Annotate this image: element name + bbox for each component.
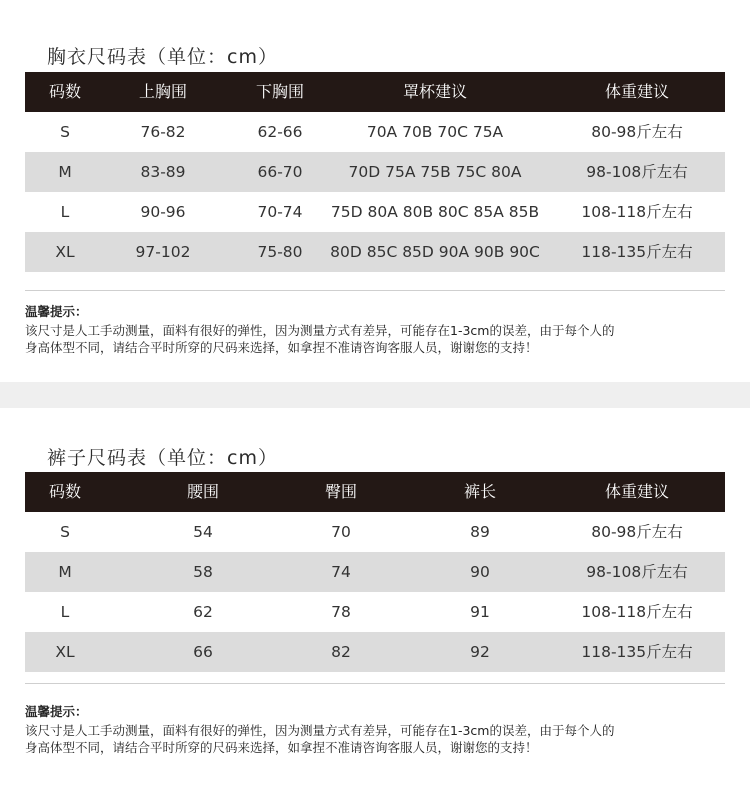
size-cell: S [60,523,70,541]
upper-bust-cell: 83-89 [140,163,186,181]
cup-cell: 75D 80A 80B 80C 85A 85B [330,203,540,221]
notes-line: 该尺寸是人工手动测量，面料有很好的弹性，因为测量方式有差异，可能存在1-3cm的误差，由于每个人的 [25,323,615,338]
length-cell: 90 [470,563,490,581]
under-bust-cell: 66-70 [257,163,303,181]
table-header-row [25,472,725,512]
header-cup: 罩杯建议 [402,82,468,101]
waist-cell: 54 [193,523,213,541]
hip-cell: 82 [331,643,351,661]
pants-size-notes [25,703,725,756]
size-cell: XL [55,243,75,261]
header-hip: 臀围 [324,482,358,501]
pants-size-chart-title: 裤子尺码表（单位：cm） [47,447,278,469]
header-size: 码数 [48,82,82,101]
table-row [25,592,725,632]
weight-cell: 108-118斤左右 [581,603,693,621]
weight-cell: 98-108斤左右 [586,163,688,181]
weight-cell: 118-135斤左右 [581,643,693,661]
under-bust-cell: 70-74 [257,203,303,221]
header-size: 码数 [48,482,82,501]
divider-line [25,683,725,684]
cup-cell: 70A 70B 70C 75A [366,123,504,141]
header-weight: 体重建议 [604,82,670,101]
notes-heading: 温馨提示： [25,304,88,319]
section-divider [0,382,750,408]
notes-line: 身高体型不同，请结合平时所穿的尺码来选择，如拿捏不准请咨询客服人员，谢谢您的支持！ [25,340,538,355]
header-length: 裤长 [463,482,497,501]
size-cell: M [58,563,72,581]
table-row [25,632,725,672]
weight-cell: 118-135斤左右 [581,243,693,261]
header-weight: 体重建议 [604,482,670,501]
waist-cell: 58 [193,563,213,581]
header-upper-bust: 上胸围 [138,82,188,101]
waist-cell: 62 [193,603,213,621]
cup-cell: 80D 85C 85D 90A 90B 90C [330,243,540,261]
length-cell: 89 [470,523,490,541]
weight-cell: 98-108斤左右 [586,563,688,581]
under-bust-cell: 62-66 [257,123,303,141]
upper-bust-cell: 97-102 [135,243,191,261]
length-cell: 92 [470,643,490,661]
notes-line: 身高体型不同，请结合平时所穿的尺码来选择，如拿捏不准请咨询客服人员，谢谢您的支持！ [25,740,538,755]
table-row [25,232,725,272]
bra-size-chart-title: 胸衣尺码表（单位：cm） [47,46,278,68]
under-bust-cell: 75-80 [257,243,303,261]
hip-cell: 78 [331,603,351,621]
hip-cell: 70 [331,523,351,541]
size-cell: XL [55,643,75,661]
weight-cell: 80-98斤左右 [591,523,683,541]
cup-cell: 70D 75A 75B 75C 80A [348,163,522,181]
size-cell: L [60,203,70,221]
size-cell: S [60,123,70,141]
upper-bust-cell: 90-96 [140,203,186,221]
weight-cell: 80-98斤左右 [591,123,683,141]
length-cell: 91 [470,603,490,621]
size-cell: L [60,603,70,621]
table-header-row [25,72,725,112]
bra-size-notes [25,303,725,356]
divider-line [25,290,725,291]
upper-bust-cell: 76-82 [140,123,186,141]
weight-cell: 108-118斤左右 [581,203,693,221]
waist-cell: 66 [193,643,213,661]
header-waist: 腰围 [186,482,220,501]
size-cell: M [58,163,72,181]
hip-cell: 74 [331,563,351,581]
header-under-bust: 下胸围 [255,82,305,101]
table-row [25,552,725,592]
table-row [25,512,725,552]
notes-line: 该尺寸是人工手动测量，面料有很好的弹性，因为测量方式有差异，可能存在1-3cm的误差，由于每个人的 [25,723,615,738]
table-row [25,112,725,152]
notes-heading: 温馨提示： [25,704,88,719]
table-row [25,192,725,232]
table-row [25,152,725,192]
